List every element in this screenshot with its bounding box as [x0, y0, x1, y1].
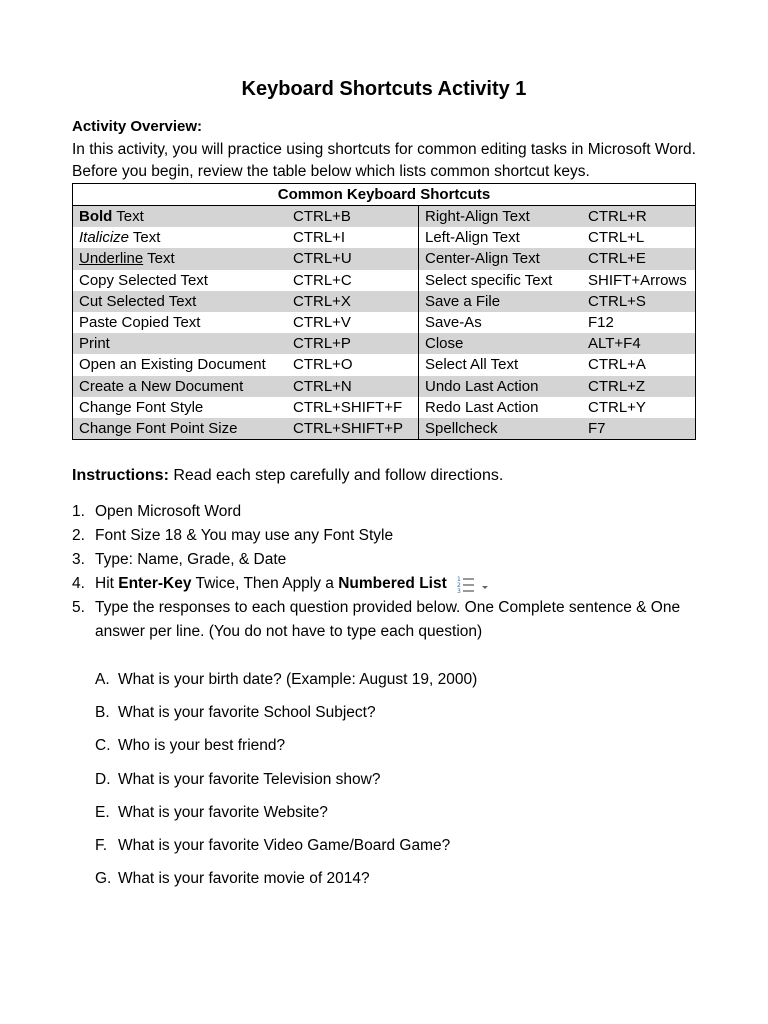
shortcut-keys: ALT+F4: [582, 333, 696, 354]
step-number: 4.: [72, 575, 85, 592]
list-item: [72, 524, 696, 548]
shortcut-keys: CTRL+S: [582, 291, 696, 312]
action-text: Cut Selected Text: [79, 292, 197, 310]
shortcut-action: [73, 270, 288, 291]
table-row: [73, 397, 696, 418]
shortcut-action: [73, 227, 288, 248]
step-text: Open Microsoft Word: [95, 503, 242, 520]
question-text: What is your favorite School Subject?: [118, 704, 376, 722]
action-text: Open an Existing Document: [79, 356, 266, 374]
shortcut-action: [73, 376, 288, 397]
action-text: Text: [112, 208, 144, 226]
action-text: Text: [143, 250, 175, 268]
question-letter: E.: [95, 803, 110, 821]
shortcut-action: Right-Align Text: [419, 206, 583, 228]
shortcut-keys: SHIFT+Arrows: [582, 270, 696, 291]
shortcut-action: Undo Last Action: [419, 376, 583, 397]
question-letter: B.: [95, 704, 110, 722]
table-row: [73, 291, 696, 312]
shortcut-keys: CTRL+R: [582, 206, 696, 228]
shortcut-keys: CTRL+B: [287, 206, 419, 228]
question-letter: D.: [95, 770, 111, 788]
shortcut-keys: CTRL+I: [287, 227, 419, 248]
table-row: [73, 206, 696, 228]
action-text: Copy Selected Text: [79, 271, 208, 289]
shortcut-action: Select specific Text: [425, 271, 553, 289]
shortcut-keys: CTRL+N: [287, 376, 419, 397]
shortcut-keys: CTRL+L: [582, 227, 696, 248]
table-row: [73, 248, 696, 269]
step-text-mid: Twice, Then Apply a: [191, 575, 339, 592]
list-item: [72, 572, 696, 596]
shortcut-keys: CTRL+V: [287, 312, 419, 333]
step-text: Type the responses to each question provided below. One Complete sentence & One answer per line. (You do not have to type each question): [95, 599, 681, 640]
table-row: [73, 354, 696, 375]
question-letter: F.: [95, 836, 108, 854]
list-item: [95, 668, 695, 701]
step-text: Font Size 18 & You may use any Font Style: [95, 527, 394, 544]
table-row: [73, 270, 696, 291]
questions-list: [95, 668, 695, 900]
shortcuts-table: [72, 183, 696, 440]
svg-text:1: 1: [456, 575, 461, 583]
list-item: [95, 734, 695, 767]
action-italic: Italicize: [79, 229, 130, 247]
shortcut-keys: CTRL+C: [287, 270, 419, 291]
question-letter: A.: [95, 671, 110, 688]
shortcut-keys: CTRL+Y: [582, 397, 696, 418]
shortcut-action: [73, 354, 288, 375]
question-text: What is your favorite Video Game/Board Game?: [118, 836, 451, 854]
shortcut-action: Spellcheck: [419, 418, 583, 440]
shortcut-action: [73, 333, 288, 354]
list-item: [72, 500, 696, 524]
instructions: [72, 465, 503, 487]
question-letter: C.: [95, 737, 111, 755]
shortcut-action: [73, 248, 288, 269]
shortcut-keys: CTRL+SHIFT+F: [287, 397, 419, 418]
question-text: What is your birth date? (Example: August 19, 2000): [118, 671, 478, 688]
question-letter: G.: [95, 870, 112, 888]
table-row: [73, 227, 696, 248]
question-text: What is your favorite movie of 2014?: [118, 870, 370, 888]
shortcut-action: Save-As: [425, 314, 482, 332]
step-number: 3.: [72, 551, 85, 568]
step-text-pre: Hit: [95, 575, 119, 592]
question-text: Who is your best friend?: [118, 737, 286, 755]
shortcuts-table-header: Common Keyboard Shortcuts: [73, 184, 696, 206]
list-item: [95, 801, 695, 834]
shortcut-action: Center-Align Text: [419, 248, 583, 269]
steps-list: [72, 500, 696, 644]
table-row: [73, 333, 696, 354]
step-bold-enter-key: Enter-Key: [118, 575, 192, 592]
step-text: Type: Name, Grade, & Date: [95, 551, 287, 568]
list-item: [95, 701, 695, 734]
action-text: Change Font Point Size: [79, 419, 238, 437]
action-bold: Bold: [79, 208, 113, 226]
table-row: [73, 312, 696, 333]
action-text: Paste Copied Text: [79, 314, 201, 332]
question-text: What is your favorite Website?: [118, 803, 328, 821]
shortcut-keys: CTRL+O: [287, 354, 419, 375]
shortcut-keys: CTRL+P: [287, 333, 419, 354]
svg-text:2: 2: [456, 581, 461, 589]
shortcut-action: [73, 312, 288, 333]
shortcut-keys: CTRL+Z: [582, 376, 696, 397]
table-row: [73, 376, 696, 397]
action-text: Text: [129, 229, 161, 247]
shortcut-action: [73, 418, 288, 440]
action-text: Change Font Style: [79, 398, 204, 416]
shortcut-keys: CTRL+X: [287, 291, 419, 312]
list-item: [95, 834, 695, 867]
shortcut-action: Close: [419, 333, 583, 354]
page-title: Keyboard Shortcuts Activity 1: [241, 78, 527, 100]
shortcut-action: Select All Text: [425, 356, 519, 374]
action-underline: Underline: [79, 250, 144, 268]
list-item: [95, 768, 695, 801]
shortcut-keys: CTRL+A: [582, 354, 696, 375]
instructions-label: Instructions:: [72, 467, 169, 484]
table-row: [73, 418, 696, 440]
shortcut-keys: F12: [582, 312, 696, 333]
shortcut-keys: CTRL+E: [582, 248, 696, 269]
list-item: [95, 867, 695, 900]
step-number: 1.: [72, 503, 85, 520]
list-item: [72, 548, 696, 572]
shortcut-keys: CTRL+SHIFT+P: [287, 418, 419, 440]
action-text: Print: [79, 335, 110, 353]
shortcut-action: [73, 291, 288, 312]
instructions-text: Read each step carefully and follow directions.: [168, 467, 504, 484]
activity-overview-label: Activity Overview:: [72, 118, 203, 135]
svg-text:3: 3: [456, 587, 461, 593]
action-text: Create a New Document: [79, 377, 244, 395]
shortcut-keys: F7: [582, 418, 696, 440]
shortcut-action: Left-Align Text: [425, 229, 520, 247]
step-bold-numbered-list: Numbered List: [338, 575, 447, 592]
activity-overview-text: In this activity, you will practice using shortcuts for common editing tasks in Microsoft Word. Before you begin, review the table below which lists common shortcut keys.: [72, 141, 696, 180]
shortcut-action: [73, 206, 288, 228]
step-number: 5.: [72, 599, 85, 616]
shortcut-action: Redo Last Action: [425, 398, 539, 416]
question-text: What is your favorite Television show?: [118, 770, 381, 788]
list-item: [72, 596, 696, 644]
shortcut-keys: CTRL+U: [287, 248, 419, 269]
shortcut-action: [73, 397, 288, 418]
step-number: 2.: [72, 527, 85, 544]
shortcut-action: Save a File: [419, 291, 583, 312]
numbered-list-icon: [457, 575, 491, 593]
